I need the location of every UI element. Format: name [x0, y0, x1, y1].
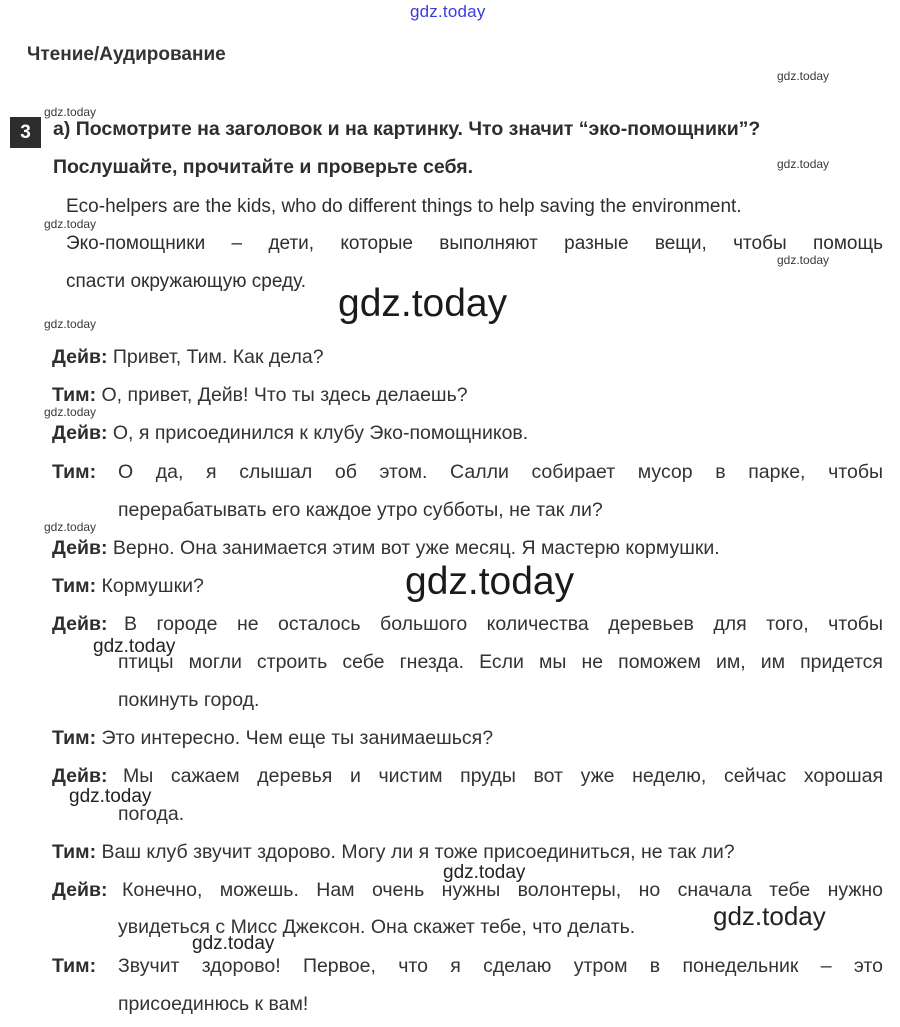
english-answer: Eco-helpers are the kids, who do different things to help saving the environment.	[66, 196, 742, 217]
speaker-label: Дейв:	[52, 537, 108, 559]
speaker-label: Тим:	[52, 384, 97, 406]
watermark-small: gdz.today	[44, 405, 97, 419]
watermark-small: gdz.today	[44, 317, 97, 331]
speaker-label: Дейв:	[52, 346, 108, 368]
exercise-number-badge: 3	[10, 117, 41, 148]
speaker-label: Тим:	[52, 727, 97, 749]
dialogue-text: О, привет, Дейв! Что ты здесь делаешь?	[101, 384, 468, 406]
russian-answer-line1: Эко-помощники – дети, которые выполняют разные вещи, чтобы помощь	[66, 233, 883, 254]
dialogue-line	[52, 422, 528, 445]
dialogue-text: Ваш клуб звучит здорово. Могу ли я тоже присоединиться, не так ли?	[101, 841, 735, 863]
dialogue-text: О да, я слышал об этом. Салли собирает мусор в парке, чтобы	[118, 461, 883, 483]
speaker-label: Тим:	[52, 461, 97, 483]
speaker-label: Дейв:	[52, 422, 108, 444]
speaker-label: Дейв:	[52, 765, 108, 787]
dialogue-text: Мы сажаем деревья и чистим пруды вот уже неделю, сейчас хорошая	[123, 765, 883, 787]
dialogue-line	[52, 727, 493, 750]
speaker-label: Тим:	[52, 955, 97, 977]
watermark-small: gdz.today	[44, 520, 97, 534]
dialogue-text: покинуть город.	[118, 689, 260, 711]
dialogue-text: Это интересно. Чем еще ты занимаешься?	[101, 727, 494, 749]
watermark-small: gdz.today	[777, 69, 830, 83]
dialogue-text: Конечно, можешь. Нам очень нужны волонтеры, но сначала тебе нужно	[122, 879, 883, 901]
dialogue-line	[52, 537, 720, 560]
watermark-medium: gdz.today	[69, 786, 152, 807]
dialogue-text: птицы могли строить себе гнезда. Если мы не поможем им, им придется	[118, 651, 883, 673]
watermark-top: gdz.today	[410, 2, 486, 21]
dialogue-text: перерабатывать его каждое утро субботы, не так ли?	[118, 499, 603, 521]
dialogue-line	[52, 575, 204, 598]
task-instruction-line2: Послушайте, прочитайте и проверьте себя.	[53, 156, 474, 178]
dialogue-line	[52, 384, 468, 407]
watermark-medium: gdz.today	[192, 933, 275, 954]
speaker-label: Тим:	[52, 575, 97, 597]
watermark-large: gdz.today	[405, 560, 575, 603]
speaker-label: Дейв:	[52, 879, 108, 901]
section-title: Чтение/Аудирование	[27, 44, 226, 65]
dialogue-text: Привет, Тим. Как дела?	[112, 346, 324, 368]
watermark-medium: gdz.today	[443, 862, 526, 883]
dialogue-line	[52, 346, 324, 369]
dialogue-text: Кормушки?	[101, 575, 204, 597]
dialogue-text: В городе не осталось большого количества деревьев для того, чтобы	[124, 613, 883, 635]
dialogue-text: увидеться с Мисс Джексон. Она скажет тебе, что делать.	[118, 916, 636, 938]
task-instruction-line1: a) Посмотрите на заголовок и на картинку. Что значит “эко-помощники”?	[53, 118, 761, 140]
dialogue-text: погода.	[118, 803, 185, 825]
dialogue-text: О, я присоединился к клубу Эко-помощников.	[112, 422, 529, 444]
watermark-small: gdz.today	[44, 217, 97, 231]
russian-answer-line2: спасти окружающую среду.	[66, 271, 306, 292]
speaker-label: Тим:	[52, 841, 97, 863]
watermark-small: gdz.today	[777, 157, 830, 171]
dialogue-text: Звучит здорово! Первое, что я сделаю утром в понедельник – это	[118, 955, 883, 977]
watermark-medium: gdz.today	[93, 636, 176, 657]
dialogue-text: присоединюсь к вам!	[118, 993, 309, 1015]
watermark-small: gdz.today	[44, 105, 97, 119]
watermark-medium: gdz.today	[713, 901, 826, 931]
watermark-small: gdz.today	[777, 253, 830, 267]
speaker-label: Дейв:	[52, 613, 108, 635]
dialogue-line	[52, 841, 735, 864]
watermark-large: gdz.today	[338, 282, 508, 325]
dialogue-text: Верно. Она занимается этим вот уже месяц. Я мастерю кормушки.	[112, 537, 720, 559]
